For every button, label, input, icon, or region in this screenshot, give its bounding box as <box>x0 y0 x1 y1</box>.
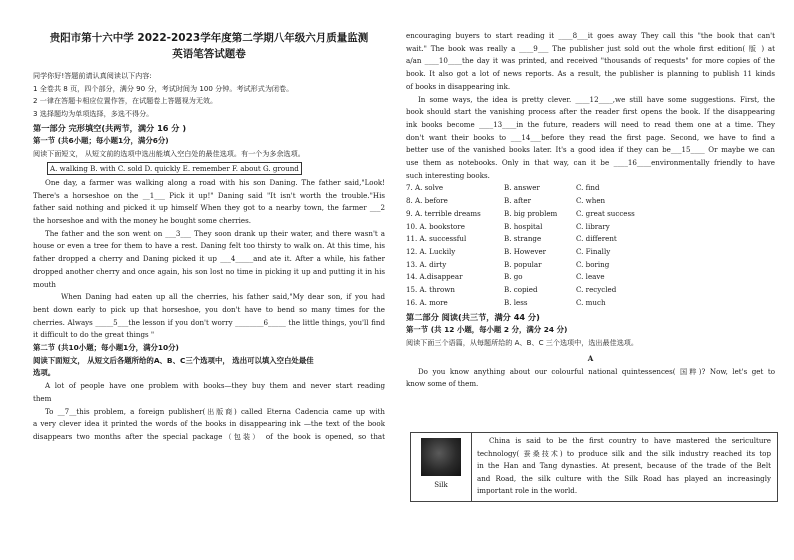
passage-line: encouraging buyers to start reading it ____8___it goes away They call this "the book that can't <box>406 31 775 40</box>
passage-line: A lot of people have one problem with books—they buy them and never start reading <box>45 381 385 391</box>
option-c: C. much <box>576 297 606 307</box>
option-c: C. great success <box>576 208 635 218</box>
option-row <box>406 246 635 259</box>
option-a: 15. A. thrown <box>406 285 455 295</box>
option-b: B. big problem <box>504 208 558 218</box>
silk-info-table <box>410 432 778 502</box>
option-row <box>406 297 635 310</box>
silk-caption: Silk <box>434 481 448 489</box>
passage-line: don't want their books to ___14___before they read the first page. Second, we have to find a <box>406 132 775 142</box>
option-c: C. when <box>576 196 606 206</box>
passage-line: disappears two months after the special package（包装） of the book is opened, so that <box>33 431 385 441</box>
option-c: C. Finally <box>576 246 611 256</box>
passage-line: a/an ____10____the day it was printed, and received "thousands of requests" for more copies of the <box>406 56 775 66</box>
option-a: 8. A. before <box>406 196 448 206</box>
word-bank-box: A. walking B. with C. sold D. quickly E. remember F. about G. ground <box>47 162 302 175</box>
option-a: 10. A. bookstore <box>406 221 465 231</box>
part1-section1-instruction: 阅读下面短文， 从短文前的选项中选出能填入空白处的最佳选项。有一个为多余选项。 <box>33 148 305 158</box>
part1-heading: 第一部分 完形填空(共两节，满分 16 分 ) <box>33 122 187 133</box>
notice-item: 3 选择题均为单项选择，多选不得分。 <box>33 109 154 119</box>
option-b: B. less <box>504 297 528 307</box>
options-table <box>406 182 635 309</box>
part1-section2-instruction: 选项。 <box>33 368 56 378</box>
silk-photo <box>421 438 461 476</box>
passage-line: a very clever idea it printed the words of the books in disappearing ink —the text of the book <box>33 419 385 429</box>
silk-text-line: China is said to be the first country to have mastered the sericulture <box>489 436 771 445</box>
right-column <box>406 30 775 391</box>
option-row <box>406 195 635 208</box>
option-b: B. go <box>504 272 523 282</box>
passage-line: One day, a farmer was walking along a road with his son Daning. The father said,"Look! <box>45 177 385 187</box>
passage-line: of books in disappearing ink. <box>406 81 511 91</box>
passage-line: them <box>33 393 52 403</box>
option-a: 9. A. terrible dreams <box>406 208 481 218</box>
passage-line: book should start the vanishing process after the reader first opens the book. If the disappearing <box>406 107 775 117</box>
option-a: 13. A. dirty <box>406 259 447 269</box>
passage-line: it difficult to do the great things " <box>33 330 155 340</box>
passage-a-intro: Do you know anything about our colourful national quintessences( 国粹)? Now, let's get to <box>418 366 775 376</box>
passage-line: mouth <box>33 279 56 289</box>
part2-section1-heading: 第一节 (共 12 小题，每小题 2 分，满分 24 分) <box>406 325 568 335</box>
passage-line: book. It also got a lot of news reports. As a result, the publisher is planning to publish 11 kinds <box>406 69 775 79</box>
notice-item: 2 一律在答题卡相应位置作答，在试题卷上答题视为无效。 <box>33 96 218 106</box>
passage-line: To __7__this problem, a foreign publisher(出版商) called Eterna Cadencia came up with <box>45 406 385 416</box>
option-b: B. answer <box>504 183 540 193</box>
exam-title-line2: 英语笔答试题卷 <box>172 48 246 60</box>
option-c: C. leave <box>576 272 605 282</box>
passage-a-intro: know some of them. <box>406 379 479 389</box>
option-c: C. different <box>576 234 617 244</box>
passage-line: ink books become ____13____in the future, readers will need to read them one at a time. They <box>406 119 775 129</box>
passage-letter-a: A <box>587 353 594 363</box>
option-row <box>406 182 635 195</box>
option-row <box>406 284 635 297</box>
passage-line: such interesting books. <box>406 170 490 180</box>
part1-section2-heading: 第二节 (共10小题；每小题1分，满分10分) <box>33 343 179 353</box>
silk-text-cell <box>477 435 771 498</box>
passage-line: When Daning had eaten up all the cherries, his father said,"My dear son, if you had <box>61 292 385 302</box>
option-b: B. copied <box>504 285 538 295</box>
option-a: 14. A.disappear <box>406 272 463 282</box>
part1-section1-heading: 第一节 (共6小题；每小题1分，满分6分) <box>33 135 169 145</box>
passage-line: wait." The book was really a ____9___ The publisher just sold out the whole first edition( 版 ) at <box>406 43 775 53</box>
silk-text-line: in the Han and Tang dynasties. At present, because of the trade of the Belt <box>477 461 771 470</box>
passage-line: There's a horseshoe on the __1___ Pick it up!" Daning said "It isn't worth the trouble."His <box>33 190 385 200</box>
option-c: C. boring <box>576 259 610 269</box>
notice-item: 1 全卷共 8 页，四个部分，满分 90 分，考试时间为 100 分钟。考试形式为闭卷。 <box>33 83 294 93</box>
option-c: C. recycled <box>576 285 617 295</box>
passage-line: dropped another cherry and once again, his son lost no time in picking it up and putting it in his <box>33 266 385 276</box>
option-a: 7. A. solve <box>406 183 444 193</box>
option-row <box>406 259 635 272</box>
option-c: C. find <box>576 183 600 193</box>
option-b: B. after <box>504 196 532 206</box>
notice-intro: 同学你好!答题前请认真阅读以下内容: <box>33 71 152 80</box>
silk-text-line: technology( 蚕桑技术) to produce silk and the silk industry reached its top <box>477 448 771 458</box>
option-a: 12. A. Luckily <box>406 246 456 256</box>
passage-line: bent down early to pick up that horseshoe, you don't have to bend so many times for the <box>33 304 385 314</box>
option-row <box>406 208 635 221</box>
passage-line: cherries. Always _____5___the lesson if you don't worry ________6_____ the little things, you'll find <box>33 317 385 327</box>
part1-section2-instruction: 阅读下面短文， 从短文后各题所给的A、B、C三个选项中， 选出可以填入空白处最佳 <box>33 355 314 365</box>
passage-line: In some ways, the idea is pretty clever. ____12____,we still have some suggestions. First, the <box>418 94 775 104</box>
exam-title-line1: 贵阳市第十六中学 2022-2023学年度第二学期八年级六月质量监测 <box>49 32 369 44</box>
passage-line: father dropped a cherry and Daning picked it up ___4_____and ate it. After a while, his father <box>33 254 385 264</box>
option-row <box>406 271 635 284</box>
passage-line: The father and the son went on ___3___ They soon drank up their water, and there wasn't a <box>45 228 385 238</box>
option-b: B. hospital <box>504 221 543 231</box>
silk-text-line: and Road, the silk culture with the Silk Road has played an increasingly <box>477 473 771 483</box>
passage-line: use them as notebooks. Only in that way, can it be ____16____environmentally friendly to have <box>406 158 775 168</box>
part2-heading: 第二部分 阅读(共三节，满分 44 分) <box>406 312 540 323</box>
option-b: B. popular <box>504 259 542 269</box>
option-a: 16. A. more <box>406 297 448 307</box>
option-b: B. However <box>504 246 547 256</box>
option-a: 11. A. successful <box>406 234 467 244</box>
part2-instruction: 阅读下面三个语篇，从每题所给的 A、B、C 三个选项中，选出最佳选项。 <box>406 338 638 348</box>
passage-line: house or even a tree for them to have a rest. Daning felt too thirsty to walk on. At this time, his <box>33 241 385 251</box>
left-column <box>33 30 385 444</box>
option-b: B. strange <box>504 234 542 244</box>
passage-line: the horseshoe and with the money he bought some cherries. <box>33 216 251 226</box>
silk-text-line: important role in the world. <box>477 486 578 495</box>
passage-line: better use of the vanished books later. It's a good idea if they can be___15____ Or maybe we can <box>406 145 775 155</box>
option-c: C. library <box>576 221 610 231</box>
option-row <box>406 221 635 234</box>
silk-image-cell <box>411 433 472 501</box>
option-row <box>406 233 635 246</box>
passage-line: father said nothing and picked it up himself When they got to a nearby town, the farmer ___2 <box>33 203 385 213</box>
